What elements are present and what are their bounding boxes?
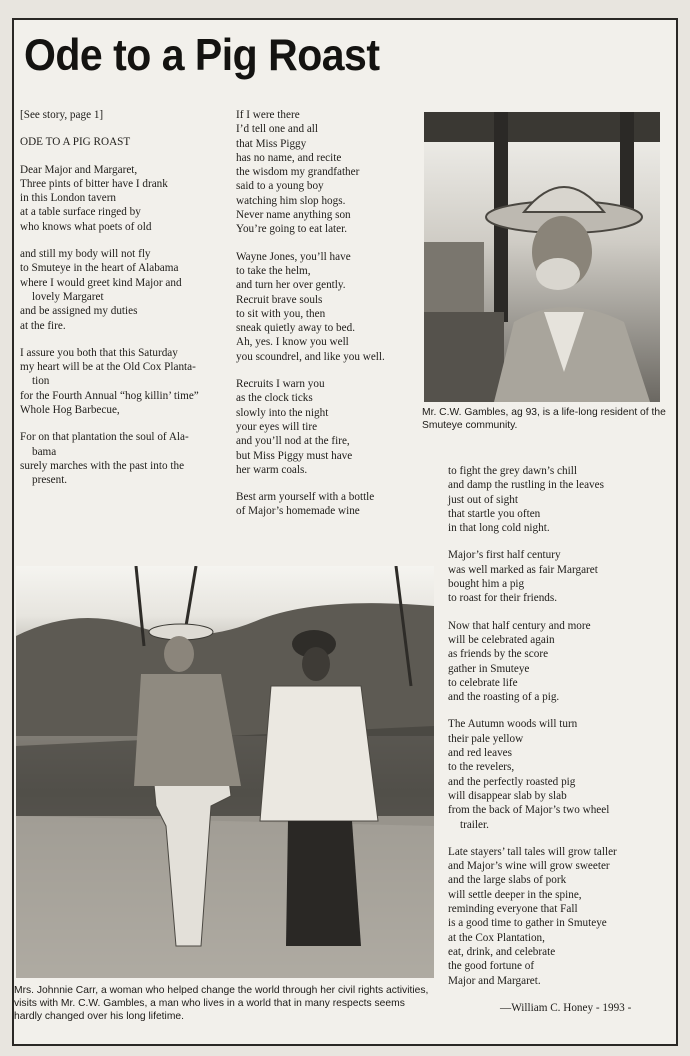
poem-line: that Miss Piggy (236, 137, 307, 150)
poem-column-3 (448, 464, 660, 1001)
poem-line: bought him a pig (448, 578, 525, 591)
poem-line: in that long cold night. (448, 522, 550, 535)
stanza (448, 717, 660, 831)
stanza (20, 163, 228, 234)
stanza (20, 346, 228, 417)
poem-line: Now that half century and more (448, 619, 591, 632)
poem-line: present. (32, 474, 68, 487)
poem-line: and turn her over gently. (236, 279, 346, 292)
poem-line: my heart will be at the Old Cox Planta- (20, 361, 196, 374)
poem-line: tion (32, 375, 50, 388)
poem-line: from the back of Major’s two wheel (448, 804, 610, 817)
poem-line: Major’s first half century (448, 549, 561, 562)
poem-line: to Smuteye in the heart of Alabama (20, 262, 179, 275)
poem-line: to celebrate life (448, 676, 518, 689)
poem-line: If I were there (236, 109, 300, 121)
poem-line: the good fortune of (448, 960, 535, 973)
poem-line: said to a young boy (236, 180, 324, 193)
poem-line: lovely Margaret (32, 290, 104, 303)
stanza (236, 108, 436, 237)
poem-line: to roast for their friends. (448, 592, 558, 605)
poem-line: and red leaves (448, 747, 512, 760)
poem-line: and be assigned my duties (20, 305, 138, 318)
poem-line: the wisdom my grandfather (236, 166, 360, 179)
poem-line: surely marches with the past into the (20, 459, 185, 472)
poem-line: gather in Smuteye (448, 662, 530, 675)
poem-line: at the Cox Plantation, (448, 931, 545, 944)
poem-line: where I would greet kind Major and (20, 276, 182, 289)
stanza (448, 845, 660, 988)
poem-line: The Autumn woods will turn (448, 718, 578, 731)
poem-line: and the large slabs of pork (448, 874, 567, 887)
poem-line: to take the helm, (236, 264, 311, 277)
poem-line: is a good time to gather in Smuteye (448, 917, 607, 930)
poem-line: I’d tell one and all (236, 123, 319, 136)
poem-line: Ah, yes. I know you well (236, 336, 349, 349)
poem-line: and you’ll nod at the fire, (236, 435, 350, 448)
poem-line: sneak quietly away to bed. (236, 322, 355, 335)
poem-column-2 (236, 108, 436, 532)
poem-line: will settle deeper in the spine, (448, 888, 582, 901)
poem-line: and still my body will not fly (20, 248, 151, 261)
poem-line: ODE TO A PIG ROAST (20, 136, 131, 149)
poem-line: to fight the grey dawn’s chill (448, 465, 577, 477)
poem-line: her warm coals. (236, 463, 308, 476)
stanza (236, 490, 436, 519)
poem-line: Recruits I warn you (236, 378, 325, 391)
poem-line: and the roasting of a pig. (448, 691, 560, 704)
poem-line: of Major’s homemade wine (236, 505, 360, 518)
poem-line: and damp the rustling in the leaves (448, 479, 604, 492)
poem-line: and Major’s wine will grow sweeter (448, 860, 610, 873)
poem-line: but Miss Piggy must have (236, 449, 353, 462)
stanza (448, 464, 660, 535)
poem-line: has no name, and recite (236, 151, 342, 164)
poem-line: at the fire. (20, 319, 66, 332)
poem-line: reminding everyone that Fall (448, 903, 578, 916)
poem-line: bama (32, 445, 57, 458)
page-title: Ode to a Pig Roast (24, 30, 380, 80)
poem-line: You’re going to eat later. (236, 223, 348, 236)
poem-line: I assure you both that this Saturday (20, 346, 178, 359)
author-signature: —William C. Honey - 1993 - (500, 1002, 632, 1014)
stanza (236, 250, 436, 364)
poem-line: Dear Major and Margaret, (20, 163, 138, 176)
poem-line: their pale yellow (448, 732, 524, 745)
poem-line: Wayne Jones, you’ll have (236, 250, 351, 263)
poem-line: was well marked as fair Margaret (448, 563, 598, 576)
poem-line: trailer. (460, 818, 489, 831)
poem-line: will be celebrated again (448, 633, 555, 646)
poem-line: For on that plantation the soul of Ala- (20, 431, 189, 444)
poem-column-1 (20, 108, 228, 501)
poem-line: Whole Hog Barbecue, (20, 404, 120, 417)
poem-line: Late stayers’ tall tales will grow taller (448, 845, 617, 858)
portrait-photo-gambles (424, 112, 660, 402)
poem-line: your eyes will tire (236, 420, 318, 433)
poem-line: watching him slop hogs. (236, 194, 346, 207)
stanza (20, 430, 228, 487)
poem-line: Recruit brave souls (236, 293, 323, 306)
poem-line: just out of sight (448, 493, 518, 506)
poem-line: as the clock ticks (236, 392, 313, 405)
stanza (20, 247, 228, 333)
poem-line: Never name anything son (236, 209, 351, 222)
poem-line: will disappear slab by slab (448, 789, 567, 802)
photo-caption: Mrs. Johnnie Carr, a woman who helped change the world through her civil rights activities, visits with Mr. C.W. Gambles, a man who lives in a world that in many respects seems hardly changed over his long lifetime. (14, 985, 429, 1022)
poem-line: who knows what poets of old (20, 220, 152, 233)
poem-line: slowly into the night (236, 406, 329, 419)
stanza (448, 548, 660, 605)
stanza (236, 377, 436, 477)
poem-line: Three pints of bitter have I drank (20, 177, 168, 190)
poem-line: in this London tavern (20, 192, 117, 205)
poem-line: and the perfectly roasted pig (448, 775, 576, 788)
poem-line: eat, drink, and celebrate (448, 945, 556, 958)
poem-line: Major and Margaret. (448, 974, 541, 987)
poem-line: Best arm yourself with a bottle (236, 491, 375, 504)
poem-line: that startle you often (448, 507, 541, 520)
stanza (448, 619, 660, 705)
poem-line: as friends by the score (448, 648, 549, 661)
poem-line: to the revelers, (448, 761, 515, 774)
stanza (20, 108, 228, 122)
portrait-caption: Mr. C.W. Gambles, ag 93, is a life-long resident of the Smuteye community. (422, 407, 666, 431)
poem-line: for the Fourth Annual “hog killin’ time” (20, 389, 199, 402)
poem-line: [See story, page 1] (20, 109, 104, 121)
poem-line: to sit with you, then (236, 307, 326, 320)
photo-carr-and-gambles (16, 566, 434, 978)
stanza (20, 135, 228, 149)
poem-line: at a table surface ringed by (20, 206, 141, 219)
poem-line: you scoundrel, and like you well. (236, 350, 385, 363)
